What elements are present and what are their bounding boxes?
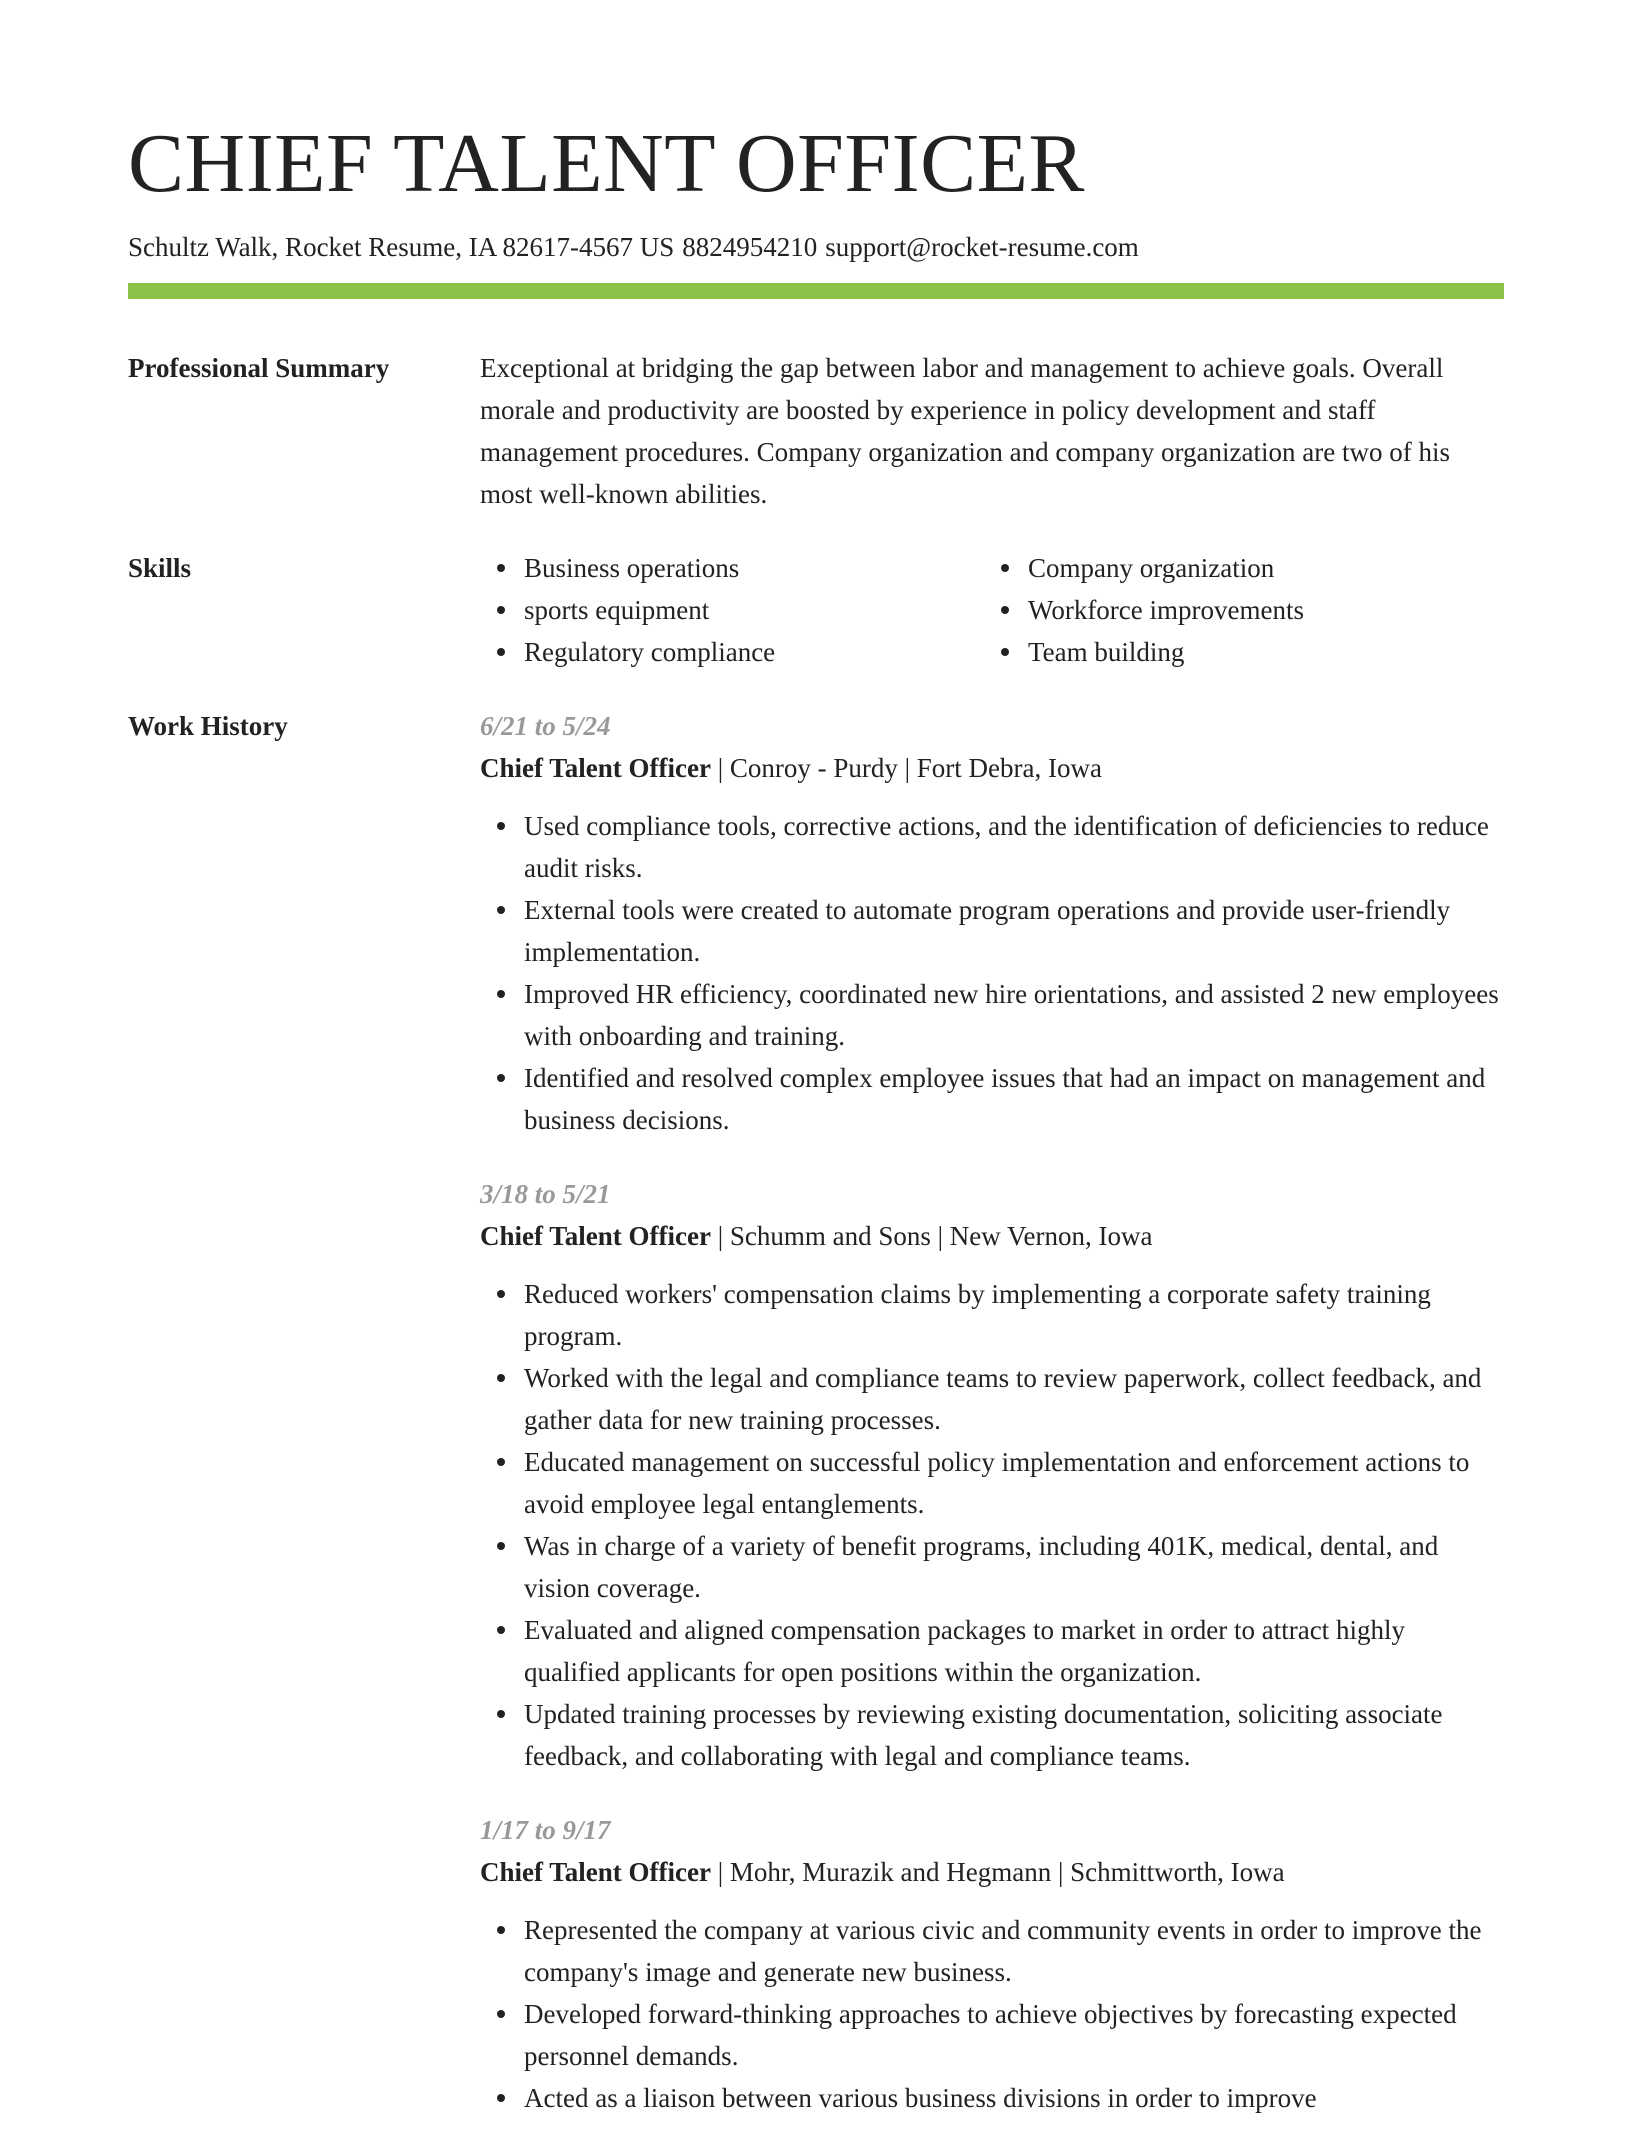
skills-section bbox=[128, 547, 1504, 673]
skill-item: Workforce improvements bbox=[1028, 589, 1488, 631]
skill-item: Business operations bbox=[524, 547, 984, 589]
job-bullet: Was in charge of a variety of benefit programs, including 401K, medical, dental, and vision coverage. bbox=[524, 1525, 1504, 1609]
summary-section bbox=[128, 347, 1504, 515]
job-bullet: External tools were created to automate program operations and provide user-friendly implementation. bbox=[524, 889, 1504, 973]
job-bullet: Reduced workers' compensation claims by implementing a corporate safety training program. bbox=[524, 1273, 1504, 1357]
job-bullet: Developed forward-thinking approaches to achieve objectives by forecasting expected personnel demands. bbox=[524, 1993, 1504, 2077]
job-details: | Schumm and Sons | New Vernon, Iowa bbox=[710, 1221, 1153, 1252]
skill-item: Regulatory compliance bbox=[524, 631, 984, 673]
job-bullet: Represented the company at various civic and community events in order to improve the company's image and generate new business. bbox=[524, 1909, 1504, 1993]
job-bullet: Used compliance tools, corrective actions, and the identification of deficiencies to reduce audit risks. bbox=[524, 805, 1504, 889]
job-bullet: Acted as a liaison between various business divisions in order to improve bbox=[524, 2077, 1504, 2119]
skill-item: sports equipment bbox=[524, 589, 984, 631]
job-entry bbox=[480, 1809, 1504, 2119]
contact-line bbox=[128, 230, 1504, 265]
work-history-heading: Work History bbox=[128, 711, 288, 742]
job-title: Chief Talent Officer bbox=[480, 753, 711, 784]
job-dates: 3/18 to 5/21 bbox=[480, 1179, 611, 1210]
job-heading bbox=[480, 747, 1504, 789]
contact-email[interactable]: support@rocket-resume.com bbox=[825, 232, 1139, 263]
job-dates: 1/17 to 9/17 bbox=[480, 1815, 611, 1846]
job-entry bbox=[480, 705, 1504, 1141]
job-dates: 6/21 to 5/24 bbox=[480, 711, 611, 742]
job-bullet: Evaluated and aligned compensation packages to market in order to attract highly qualified applicants for open positions within the organization. bbox=[524, 1609, 1504, 1693]
job-heading bbox=[480, 1215, 1504, 1257]
resume-title: CHIEF TALENT OFFICER bbox=[128, 117, 1085, 210]
skill-item: Company organization bbox=[1028, 547, 1488, 589]
job-entry bbox=[480, 1173, 1504, 1777]
contact-phone: 8824954210 bbox=[682, 232, 818, 263]
work-history-section bbox=[128, 705, 1504, 2151]
summary-text: Exceptional at bridging the gap between labor and management to achieve goals. Overall morale and productivity are boosted by experience in policy development and staff management procedures. Company organization and company organization are two of his most well-known abilities. bbox=[480, 353, 1450, 510]
skill-item: Team building bbox=[1028, 631, 1488, 673]
job-heading bbox=[480, 1851, 1504, 1893]
skills-column-right bbox=[984, 547, 1488, 673]
skills-column-left bbox=[480, 547, 984, 673]
skills-heading: Skills bbox=[128, 553, 192, 584]
job-title: Chief Talent Officer bbox=[480, 1857, 711, 1888]
job-bullets bbox=[480, 1273, 1504, 1777]
job-bullet: Worked with the legal and compliance teams to review paperwork, collect feedback, and gather data for new training processes. bbox=[524, 1357, 1504, 1441]
job-bullets bbox=[480, 805, 1504, 1141]
job-bullets bbox=[480, 1909, 1504, 2119]
job-bullet: Identified and resolved complex employee issues that had an impact on management and business decisions. bbox=[524, 1057, 1504, 1141]
job-title: Chief Talent Officer bbox=[480, 1221, 711, 1252]
header-divider bbox=[128, 283, 1504, 299]
job-bullet: Educated management on successful policy implementation and enforcement actions to avoid employee legal entanglements. bbox=[524, 1441, 1504, 1525]
job-bullet: Improved HR efficiency, coordinated new hire orientations, and assisted 2 new employees with onboarding and training. bbox=[524, 973, 1504, 1057]
job-bullet: Updated training processes by reviewing existing documentation, soliciting associate feedback, and collaborating with legal and compliance teams. bbox=[524, 1693, 1504, 1777]
summary-heading: Professional Summary bbox=[128, 353, 390, 384]
skills-grid bbox=[480, 547, 1504, 673]
job-details: | Conroy - Purdy | Fort Debra, Iowa bbox=[710, 753, 1102, 784]
job-details: | Mohr, Murazik and Hegmann | Schmittworth, Iowa bbox=[710, 1857, 1285, 1888]
contact-address: Schultz Walk, Rocket Resume, IA 82617-4567 US bbox=[128, 232, 675, 263]
